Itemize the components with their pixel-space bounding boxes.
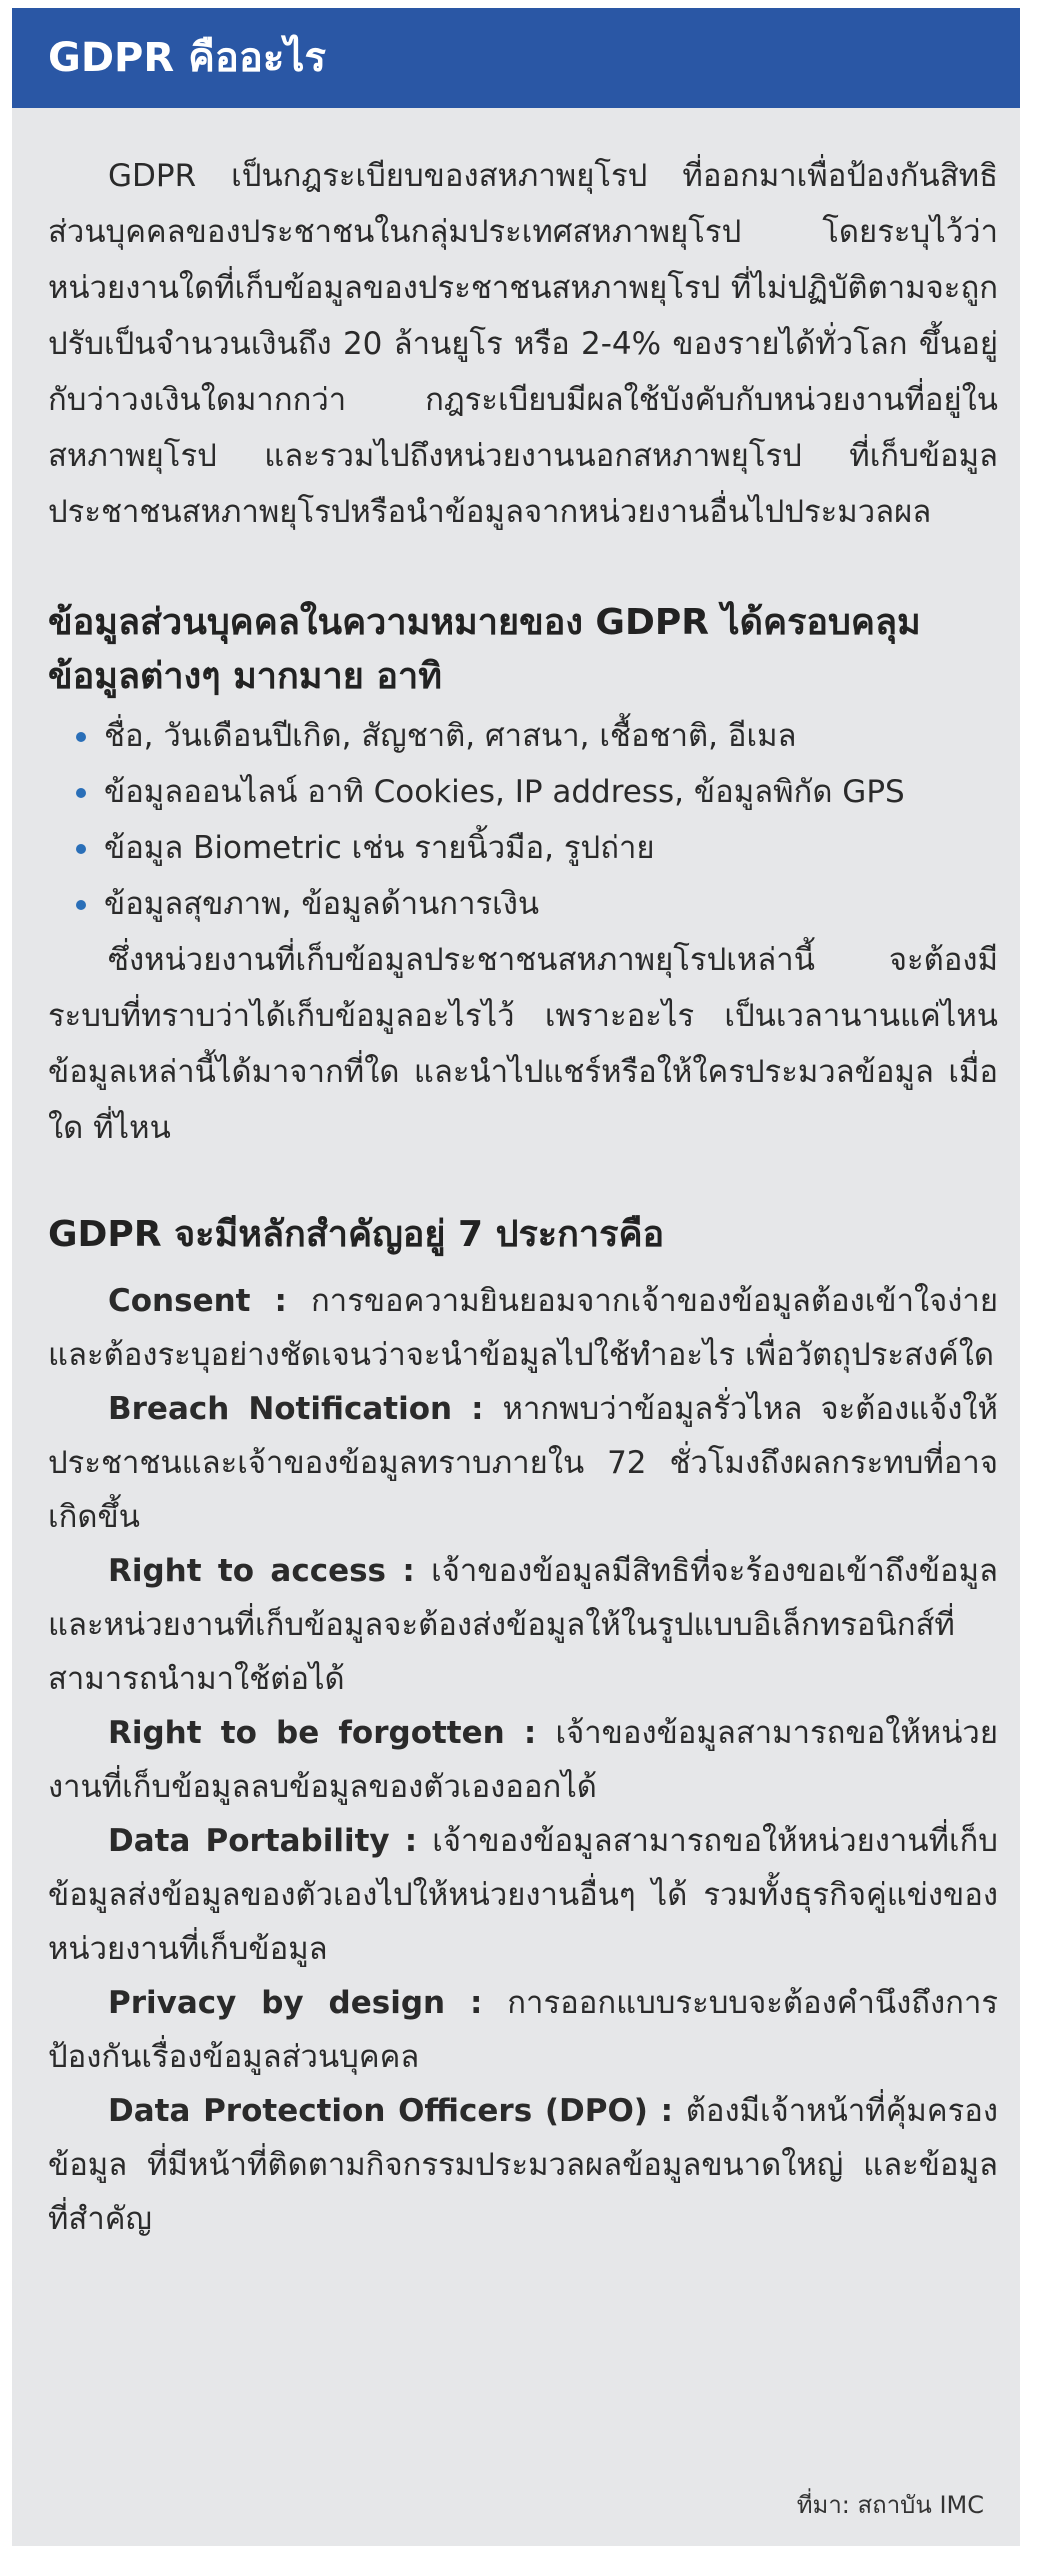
bullet-dot-icon: [76, 900, 86, 910]
principle-name: Data Portability: [108, 1823, 390, 1859]
personal-data-paragraph: ซึ่งหน่วยงานที่เก็บข้อมูลประชาชนสหภาพยุโรปเหล่านี้ จะต้องมีระบบที่ทราบว่าได้เก็บข้อมูลอะไรไว้ เพราะอะไร เป็นเวลานานแค่ไหน ข้อมูลเหล่านี้ได้มาจากที่ใด และนำไปแชร์หรือให้ใครประมวลข้อมูล เมื่อใด ที่ไหน: [48, 942, 998, 1146]
list-item-text: ข้อมูล Biometric เช่น รายนิ้วมือ, รูปถ่าย: [104, 830, 655, 866]
list-item: [48, 876, 998, 932]
principle-name: Privacy by design: [108, 1985, 446, 2021]
principle-right-to-be-forgotten: [48, 1706, 998, 1814]
principle-name: Right to be forgotten: [108, 1715, 505, 1751]
list-item: [48, 764, 998, 820]
principles-heading: GDPR จะมีหลักสำคัญอยู่ 7 ประการคือ: [48, 1214, 665, 1255]
principle-right-to-access: [48, 1544, 998, 1706]
bullet-dot-icon: [76, 788, 86, 798]
principle-text: ต้องมีเจ้าหน้าที่คุ้มครองข้อมูล ที่มีหน้าที่ติดตามกิจกรรมประมวลผลข้อมูลขนาดใหญ่ และข้อมูลที่สำคัญ: [48, 2093, 999, 2237]
principle-data-portability: [48, 1814, 998, 1976]
personal-data-heading: ข้อมูลส่วนบุคคลในความหมายของ GDPR ได้ครอบคลุมข้อมูลต่างๆ มากมาย อาทิ: [48, 602, 921, 697]
principle-dpo: [48, 2084, 998, 2246]
principle-text: หากพบว่าข้อมูลรั่วไหล จะต้องแจ้งให้ประชาชนและเจ้าของข้อมูลทราบภายใน 72 ชั่วโมงถึงผลกระทบที่อาจเกิดขึ้น: [48, 1391, 998, 1535]
principle-separator: :: [504, 1715, 556, 1751]
gdpr-info-box: [12, 8, 1020, 2546]
intro-paragraph: GDPR เป็นกฎระเบียบของสหภาพยุโรป ที่ออกมาเพื่อป้องกันสิทธิส่วนบุคคลของประชาชนในกลุ่มประเทศสหภาพยุโรป โดยระบุไว้ว่า หน่วยงานใดที่เก็บข้อมูลของประชาชนสหภาพยุโรป ที่ไม่ปฏิบัติตามจะถูกปรับเป็นจำนวนเงินถึง 20 ล้านยูโร หรือ 2-4% ของรายได้ทั่วโลก ขึ้นอยู่กับว่าวงเงินใดมากกว่า กฎระเบียบมีผลใช้บังคับกับหน่วยงานที่อยู่ในสหภาพยุโรป และรวมไปถึงหน่วยงานนอกสหภาพยุโรป ที่เก็บข้อมูลประชาชนสหภาพยุโรปหรือนำข้อมูลจากหน่วยงานอื่นไปประมวลผล: [48, 158, 998, 530]
principle-text: เจ้าของข้อมูลสามารถขอให้หน่วยงานที่เก็บข้อมูลส่งข้อมูลของตัวเองไปให้หน่วยงานอื่นๆ ได้ รวมทั้งธุรกิจคู่แข่งของหน่วยงานที่เก็บข้อมูล: [48, 1823, 998, 1967]
principle-name: Breach Notification: [108, 1391, 453, 1427]
principle-separator: :: [389, 1823, 433, 1859]
principle-text: เจ้าของข้อมูลสามารถขอให้หน่วยงานที่เก็บข้อมูลลบข้อมูลของตัวเองออกได้: [48, 1715, 999, 1805]
bullet-dot-icon: [76, 732, 86, 742]
personal-data-list: [48, 708, 998, 932]
principle-separator: :: [445, 1985, 508, 2021]
principle-text: การขอความยินยอมจากเจ้าของข้อมูลต้องเข้าใจง่าย และต้องระบุอย่างชัดเจนว่าจะนำข้อมูลไปใช้ทำอะไร เพื่อวัตถุประสงค์ใด: [48, 1283, 998, 1373]
list-item-text: ข้อมูลสุขภาพ, ข้อมูลด้านการเงิน: [104, 886, 540, 922]
principle-separator: :: [452, 1391, 503, 1427]
source-credit: ที่มา: สถาบัน IMC: [796, 2491, 984, 2519]
principle-separator: :: [250, 1283, 312, 1319]
page-title: GDPR คืออะไร: [48, 35, 326, 81]
principle-separator: :: [386, 1553, 432, 1589]
principle-text: เจ้าของข้อมูลมีสิทธิที่จะร้องขอเข้าถึงข้อมูล และหน่วยงานที่เก็บข้อมูลจะต้องส่งข้อมูลให้ในรูปแบบอิเล็กทรอนิกส์ที่สามารถนำมาใช้ต่อได้: [48, 1553, 998, 1697]
list-item: [48, 820, 998, 876]
principle-text: การออกแบบระบบจะต้องคำนึงถึงการป้องกันเรื่องข้อมูลส่วนบุคคล: [48, 1985, 998, 2075]
principles-list: [48, 1274, 998, 2246]
principle-name: Data Protection Officers (DPO): [108, 2093, 648, 2129]
principle-breach-notification: [48, 1382, 998, 1544]
principle-separator: :: [647, 2093, 686, 2129]
principle-privacy-by-design: [48, 1976, 998, 2084]
bullet-dot-icon: [76, 844, 86, 854]
list-item-text: ข้อมูลออนไลน์ อาทิ Cookies, IP address, ข้อมูลพิกัด GPS: [104, 774, 905, 810]
content-area: [48, 148, 998, 2246]
list-item-text: ชื่อ, วันเดือนปีเกิด, สัญชาติ, ศาสนา, เชื้อชาติ, อีเมล: [104, 718, 797, 754]
principle-name: Consent: [108, 1283, 251, 1319]
principle-name: Right to access: [108, 1553, 387, 1589]
principle-consent: [48, 1274, 998, 1382]
header-bar: [12, 8, 1020, 108]
list-item: [48, 708, 998, 764]
